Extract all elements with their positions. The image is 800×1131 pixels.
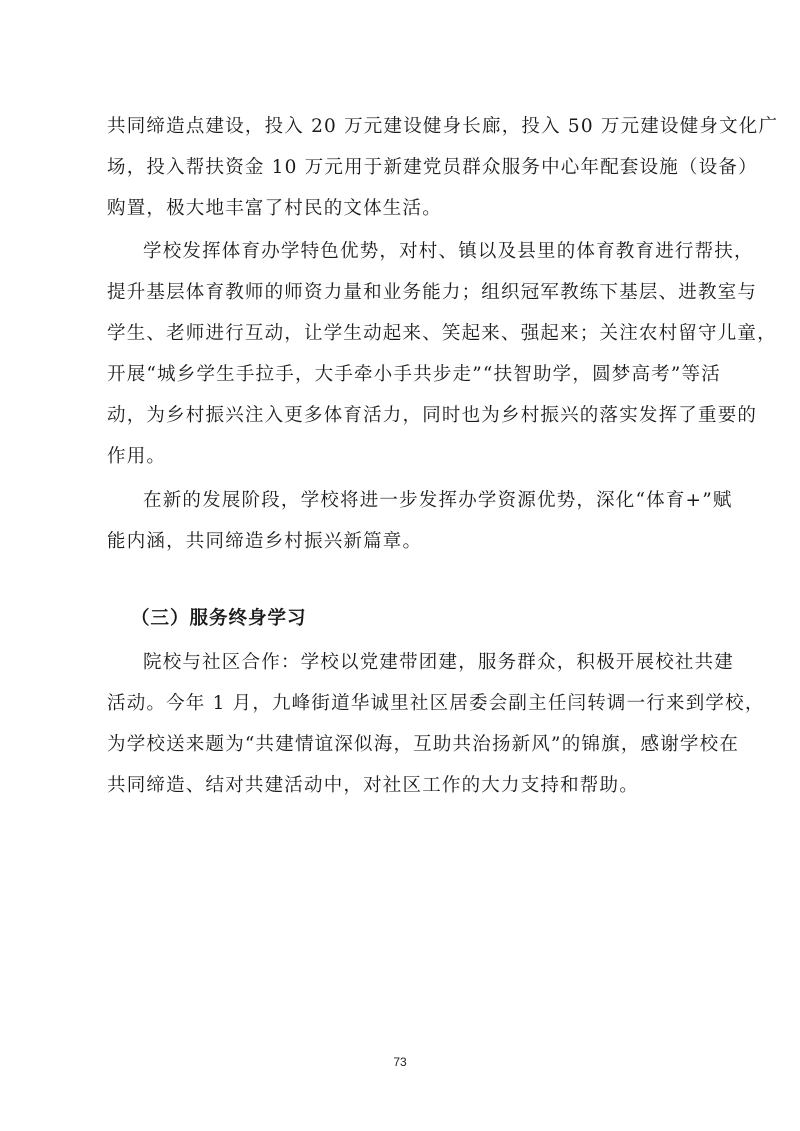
- paragraph-2-line-5: 动，为乡村振兴注入更多体育活力，同时也为乡村振兴的落实发挥了重要的: [107, 405, 758, 426]
- paragraph-3-line-2: 能内涵，共同缔造乡村振兴新篇章。: [107, 531, 423, 552]
- paragraph-1-line-1: 共同缔造点建设，投入 20 万元建设健身长廊，投入 50 万元建设健身文化广: [107, 116, 779, 137]
- paragraph-4-line-3: 为学校送来题为“共建情谊深似海，互助共治扬新风”的锦旗，感谢学校在: [107, 734, 740, 755]
- section-heading: （三）服务终身学习: [131, 608, 307, 629]
- paragraph-4-line-4: 共同缔造、结对共建活动中，对社区工作的大力支持和帮助。: [107, 775, 639, 796]
- paragraph-1-line-2: 场，投入帮扶资金 10 万元用于新建党员群众服务中心年配套设施（设备）: [107, 157, 758, 178]
- paragraph-1-line-3: 购置，极大地丰富了村民的文体生活。: [107, 198, 442, 219]
- paragraph-2-line-1: 学校发挥体育办学特色优势，对村、镇以及县里的体育教育进行帮扶，: [143, 241, 754, 262]
- page-number: 73: [393, 1055, 407, 1069]
- paragraph-3-line-1: 在新的发展阶段，学校将进一步发挥办学资源优势，深化“体育+”赋: [143, 490, 733, 511]
- paragraph-2-line-4: 开展“城乡学生手拉手，大手牵小手共步走”“扶智助学，圆梦高考”等活: [107, 364, 721, 385]
- paragraph-2-line-3: 学生、老师进行互动，让学生动起来、笑起来、强起来；关注农村留守儿童，: [107, 323, 777, 344]
- paragraph-2-line-6: 作用。: [107, 446, 167, 467]
- paragraph-4-line-2: 活动。今年 1 月，九峰街道华诚里社区居委会副主任闫转调一行来到学校，: [107, 693, 765, 714]
- paragraph-4-line-1: 院校与社区合作：学校以党建带团建，服务群众，积极开展校社共建: [143, 652, 735, 673]
- paragraph-2-line-2: 提升基层体育教师的师资力量和业务能力；组织冠军教练下基层、进教室与: [107, 282, 758, 303]
